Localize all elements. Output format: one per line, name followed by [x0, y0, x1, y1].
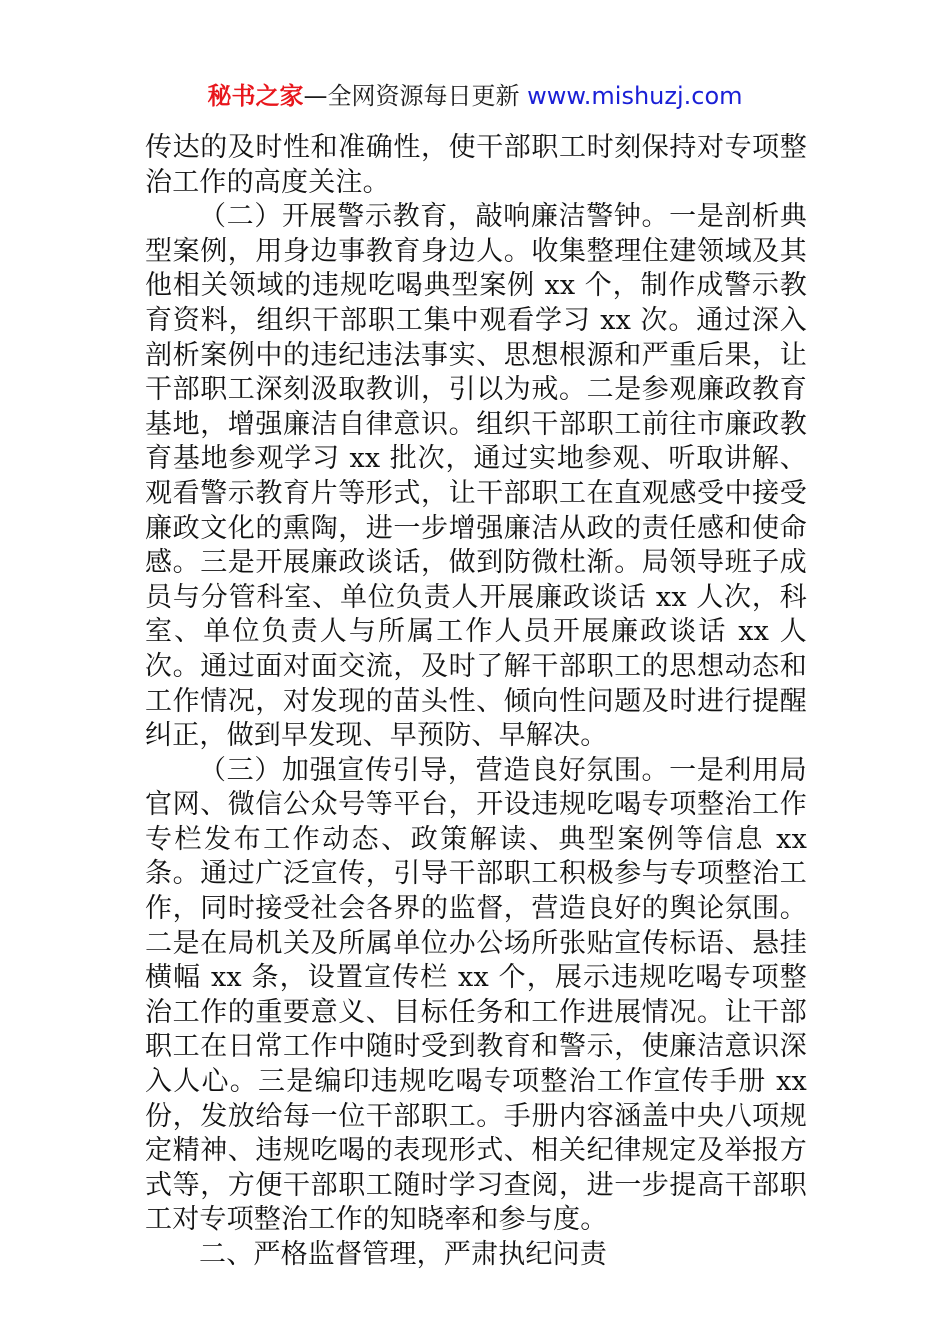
paragraph-continuation: 传达的及时性和准确性，使干部职工时刻保持对专项整治工作的高度关注。 [145, 132, 807, 198]
brand-name: 秘书之家 [207, 82, 304, 110]
site-url-link[interactable]: www.mishuzj.com [527, 82, 743, 110]
paragraph-publicity-guidance: （三）加强宣传引导，营造良好氛围。一是利用局官网、微信公众号等平台，开设违规吃喝专项整治工作专栏发布工作动态、政策解读、典型案例等信息 xx 条。通过广泛宣传，引导干部职工积极参与专项整治工作，同时接受社会各界的监督，营造良好的舆论氛围。二是在局机关及所属单位办公场所张贴宣传标语、悬挂横幅 xx 条，设置宣传栏 xx 个，展示违规吃喝专项整治工作的重要意义、目标任务和工作进展情况。让干部职工在日常工作中随时受到教育和警示，使廉洁意识深入人心。三是编印违规吃喝专项整治工作宣传手册 xx 份，发放给每一位干部职工。手册内容涵盖中央八项规定精神、违规吃喝的表现形式、相关纪律规定及举报方式等，方便干部职工随时学习查阅，进一步提高干部职工对专项整治工作的知晓率和参与度。 [145, 754, 807, 1236]
paragraph-warning-education: （二）开展警示教育，敲响廉洁警钟。一是剖析典型案例，用身边事教育身边人。收集整理住建领域及其他相关领域的违规吃喝典型案例 xx 个，制作成警示教育资料，组织干部职工集中观看学习 xx 次。通过深入剖析案例中的违纪违法事实、思想根源和严重后果，让干部职工深刻汲取教训，引以为戒。二是参观廉政教育基地，增强廉洁自律意识。组织干部职工前往市廉政教育基地参观学习 xx 批次，通过实地参观、听取讲解、观看警示教育片等形式，让干部职工在直观感受中接受廉政文化的熏陶，进一步增强廉洁从政的责任感和使命感。三是开展廉政谈话，做到防微杜渐。局领导班子成员与分管科室、单位负责人开展廉政谈话 xx 人次，科室、单位负责人与所属工作人员开展廉政谈话 xx 人次。通过面对面交流，及时了解干部职工的思想动态和工作情况，对发现的苗头性、倾向性问题及时进行提醒纠正，做到早发现、早预防、早解决。 [145, 201, 807, 752]
header-tagline: —全网资源每日更新 [303, 82, 528, 110]
section-heading: 二、严格监督管理，严肃执纪问责 [199, 1239, 607, 1270]
site-header [0, 80, 950, 112]
document-body [145, 131, 807, 1273]
